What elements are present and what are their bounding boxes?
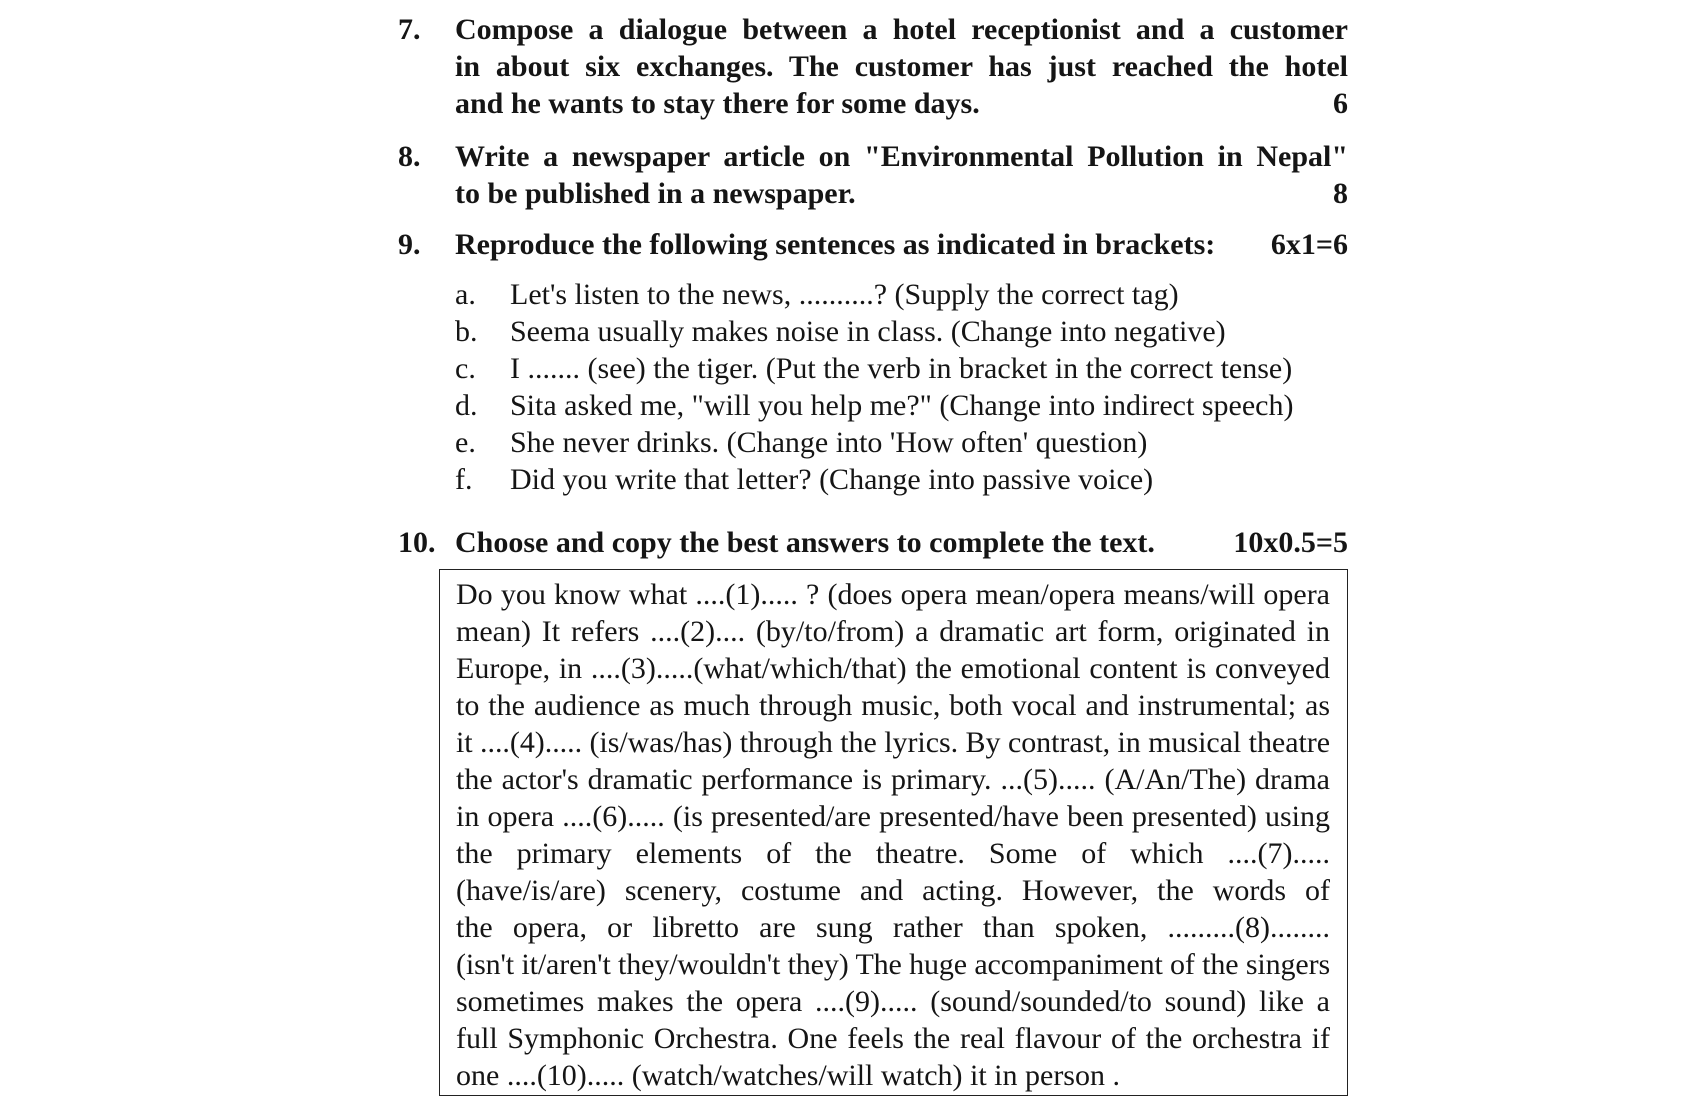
question-number: 9. xyxy=(398,228,421,261)
question-line: and he wants to stay there for some days. xyxy=(455,87,980,120)
question-text xyxy=(455,11,1348,122)
question-number: 10. xyxy=(398,526,436,559)
question-number: 8. xyxy=(398,140,421,173)
question-line: to be published in a newspaper. xyxy=(455,177,856,210)
passage-line: to the audience as much through music, both vocal and instrumental; as xyxy=(456,689,1330,722)
sub-question-text: She never drinks. (Change into 'How often' question) xyxy=(510,426,1148,459)
passage-box xyxy=(439,569,1348,1096)
passage-line: the primary elements of the theatre. Some of which ....(7)..... xyxy=(456,837,1330,870)
passage-line: it ....(4)..... (is/was/has) through the lyrics. By contrast, in musical theatre xyxy=(456,726,1330,759)
question-marks: 10x0.5=5 xyxy=(1233,526,1348,559)
question-text xyxy=(455,524,1348,561)
sub-question-text: Did you write that letter? (Change into passive voice) xyxy=(510,463,1154,496)
sub-question-a xyxy=(455,276,1348,313)
passage-line: one ....(10)..... (watch/watches/will watch) it in person . xyxy=(456,1059,1120,1092)
passage-line: Europe, in ....(3).....(what/which/that) the emotional content is conveyed xyxy=(456,652,1330,685)
passage-text xyxy=(456,576,1330,1094)
question-line: Reproduce the following sentences as indicated in brackets: xyxy=(455,228,1216,261)
passage-line: (isn't it/aren't they/wouldn't they) The huge accompaniment of the singers xyxy=(456,948,1330,981)
sub-question-list xyxy=(455,276,1348,498)
sub-question-e xyxy=(455,424,1348,461)
passage-line: sometimes makes the opera ....(9)..... (sound/sounded/to sound) like a xyxy=(456,985,1330,1018)
question-text xyxy=(455,226,1348,263)
question-9 xyxy=(398,226,1348,506)
sub-question-f xyxy=(455,461,1348,498)
passage-line: in opera ....(6)..... (is presented/are presented/have been presented) using xyxy=(456,800,1330,833)
question-7 xyxy=(398,11,1348,122)
sub-question-letter: d. xyxy=(455,389,478,422)
sub-question-b xyxy=(455,313,1348,350)
passage-line: full Symphonic Orchestra. One feels the real flavour of the orchestra if xyxy=(456,1022,1330,1055)
sub-question-text: Sita asked me, "will you help me?" (Change into indirect speech) xyxy=(510,389,1294,422)
sub-question-letter: a. xyxy=(455,278,476,311)
sub-question-c xyxy=(455,350,1348,387)
sub-question-letter: b. xyxy=(455,315,478,348)
sub-question-letter: e. xyxy=(455,426,476,459)
question-line: in about six exchanges. The customer has just reached the hotel xyxy=(455,50,1348,83)
passage-line: the actor's dramatic performance is primary. ...(5)..... (A/An/The) drama xyxy=(456,763,1330,796)
passage-line: the opera, or libretto are sung rather than spoken, .........(8)........ xyxy=(456,911,1330,944)
question-text xyxy=(455,138,1348,212)
question-8 xyxy=(398,138,1348,212)
sub-question-d xyxy=(455,387,1348,424)
question-line: Compose a dialogue between a hotel receptionist and a customer xyxy=(455,13,1348,46)
sub-question-letter: f. xyxy=(455,463,473,496)
question-marks: 6x1=6 xyxy=(1270,228,1348,261)
sub-question-text: I ....... (see) the tiger. (Put the verb in bracket in the correct tense) xyxy=(510,352,1293,385)
question-10 xyxy=(398,524,1348,564)
passage-line: Do you know what ....(1)..... ? (does opera mean/opera means/will opera xyxy=(456,578,1330,611)
sub-question-text: Let's listen to the news, ..........? (Supply the correct tag) xyxy=(510,278,1179,311)
sub-question-text: Seema usually makes noise in class. (Change into negative) xyxy=(510,315,1226,348)
question-line: Choose and copy the best answers to complete the text. xyxy=(455,526,1155,559)
question-marks: 8 xyxy=(1333,177,1348,210)
question-marks: 6 xyxy=(1333,87,1348,120)
sub-question-letter: c. xyxy=(455,352,476,385)
passage-line: (have/is/are) scenery, costume and acting. However, the words of xyxy=(456,874,1330,907)
question-line: Write a newspaper article on "Environmental Pollution in Nepal" xyxy=(455,140,1348,173)
passage-line: mean) It refers ....(2).... (by/to/from) a dramatic art form, originated in xyxy=(456,615,1330,648)
question-number: 7. xyxy=(398,13,421,46)
